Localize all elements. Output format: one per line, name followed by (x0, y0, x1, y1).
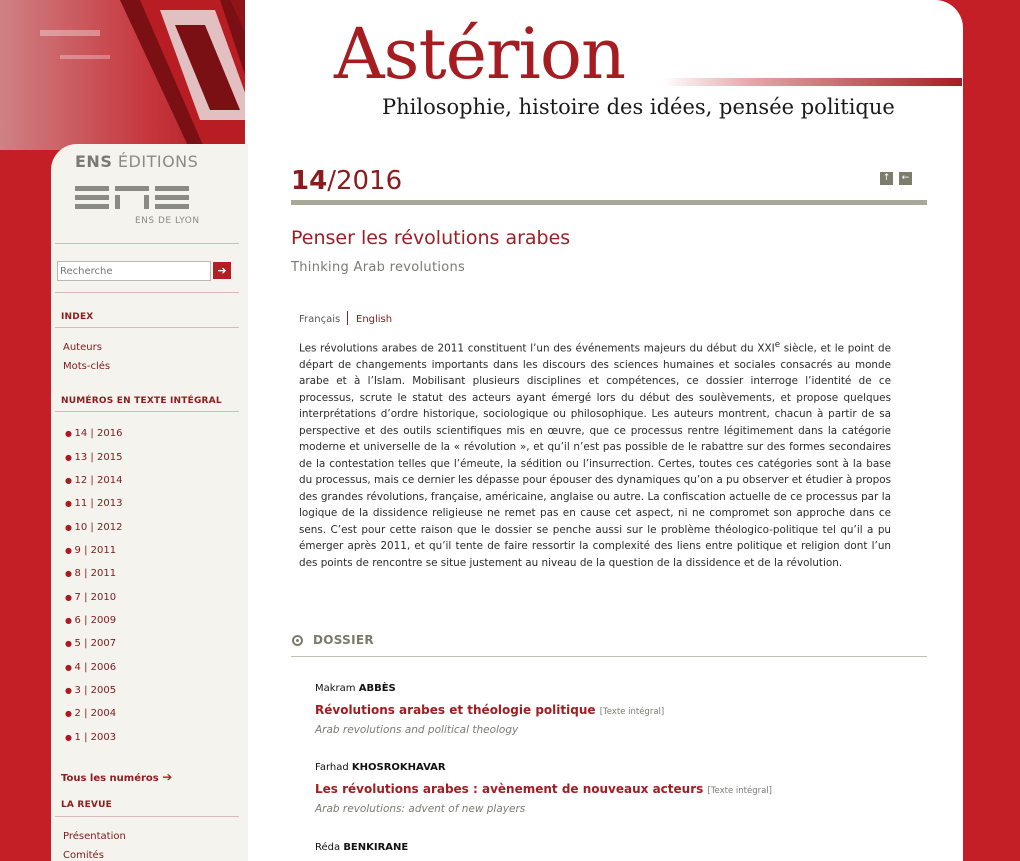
article-author[interactable]: Farhad KHOSROKHAVAR (315, 762, 446, 773)
nav-back-button[interactable] (899, 172, 912, 185)
lang-separator (347, 311, 348, 325)
bullet-icon: ● (65, 453, 75, 462)
issue-link[interactable]: ● 2 | 2004 (65, 708, 117, 719)
issue-title: 14/2016 (291, 166, 403, 196)
full-text-tag[interactable]: [Texte intégral] (707, 786, 772, 796)
sidebar-link-presentation[interactable]: Présentation (63, 831, 126, 842)
arrow-right-icon: ➔ (162, 770, 173, 784)
issue-link[interactable]: ● 8 | 2011 (65, 568, 117, 579)
all-issues-link[interactable]: Tous les numéros ➔ (61, 770, 173, 784)
bullet-icon: ● (65, 569, 75, 578)
article-alt-title: Arab revolutions: advent of new players (315, 803, 526, 815)
section-bullet-icon (292, 635, 303, 646)
arrow-right-icon: ➔ (217, 264, 227, 277)
bullet-icon: ● (65, 429, 75, 438)
issue-link[interactable]: ● 6 | 2009 (65, 615, 117, 626)
issue-link[interactable]: ● 3 | 2005 (65, 685, 117, 696)
full-text-tag[interactable]: [Texte intégral] (599, 707, 665, 717)
article-title[interactable]: Les révolutions arabes : avènement de nouveaux acteurs [Texte intégral] (315, 782, 772, 796)
bullet-icon: ● (65, 709, 75, 718)
title-rule (291, 200, 927, 205)
divider (55, 327, 239, 328)
revue-heading: LA REVUE (61, 800, 112, 810)
bullet-icon: ● (65, 499, 75, 508)
issue-link[interactable]: ● 11 | 2013 (65, 498, 123, 509)
sidebar-link-mots-cles[interactable]: Mots-clés (63, 361, 111, 372)
search-button[interactable] (213, 262, 231, 279)
lang-english[interactable]: English (356, 314, 393, 325)
issue-link[interactable]: ● 10 | 2012 (65, 522, 123, 533)
search-input[interactable] (57, 261, 211, 281)
bullet-icon: ● (65, 639, 75, 648)
arrow-left-icon: ← (901, 173, 910, 183)
section-rule (291, 656, 927, 657)
article-alt-title: Arab revolutions and political theology (315, 724, 519, 736)
bullet-icon: ● (65, 593, 75, 602)
bullet-icon: ● (65, 663, 75, 672)
issue-link[interactable]: ● 14 | 2016 (65, 428, 123, 439)
issue-link[interactable]: ● 1 | 2003 (65, 732, 117, 743)
logo-stripe (662, 78, 962, 86)
arrow-up-icon: ↑ (882, 173, 891, 183)
alt-title: Thinking Arab revolutions (291, 260, 466, 275)
main-content (248, 144, 963, 861)
abstract: Les révolutions arabes de 2011 constituent l’un des événements majeurs du début du XXIe siècle, et le point de départ de changements importants dans les discours des sciences humaines et sociales consacrés au monde arabe et à l’Islam. Mobilisant plusieurs disciplines et compétences, ce dossier interroge l’identité de ce processus, scrute le statut des acteurs ayant émergé lors du début des soulèvements, et propose quelques interprétations d’ordre historique, sociologique ou philosophique. Les auteurs montrent, chacun à partir de sa perspective et des outils scientifiques mis en œuvre, que ce processus rentre légitimement dans la catégorie moderne et universelle de la « révolution », et qu’il n’est pas possible de le rabattre sur des formes secondaires de la contestation telles que l’émeute, la sédition ou l’insurrection. Certes, toutes ces catégories sont à la base du processus, mais ce dernier les dépasse pour épouser des dynamiques qu’on a pu observer et étudier à propos des grandes révolutions, française, américaine, anglaise ou autre. La confiscation actuelle de ce processus par la logique de la dissidence religieuse ne remet pas en cause cet aspect, ni ne compromet son approche dans ce sens. C’est pour cette raison que le dossier se penche aussi sur le problème théologico-politique tel qu’il a pu émerger après 2011, et qu’il tente de faire ressortir la complexité des liens entre politique et religion dont l’un des points de rencontre se situe justement au niveau de la question de la dissidence et de la révolution. (299, 340, 891, 569)
issue-link[interactable]: ● 5 | 2007 (65, 638, 117, 649)
index-heading: INDEX (61, 312, 94, 322)
issue-link[interactable]: ● 13 | 2015 (65, 452, 123, 463)
issue-link[interactable]: ● 9 | 2011 (65, 545, 117, 556)
issue-link[interactable]: ● 7 | 2010 (65, 592, 117, 603)
nav-up-button[interactable] (880, 172, 893, 185)
article-title[interactable]: Révolutions arabes et théologie politique [Texte intégral] (315, 703, 665, 717)
divider (55, 816, 239, 817)
lang-french[interactable]: Français (299, 314, 341, 325)
article-author[interactable]: Réda BENKIRANE (315, 842, 409, 853)
issue-link[interactable]: ● 12 | 2014 (65, 475, 123, 486)
site-logo-title[interactable]: Astérion (334, 13, 626, 95)
ens-logo-icon[interactable] (75, 186, 197, 216)
publisher-subtitle: ENS DE LYON (135, 216, 200, 226)
site-subtitle: Philosophie, histoire des idées, pensée politique (382, 95, 895, 119)
divider (55, 243, 239, 244)
bullet-icon: ● (65, 546, 75, 555)
sidebar (51, 144, 248, 861)
article-author[interactable]: Makram ABBÈS (315, 683, 396, 694)
bullet-icon: ● (65, 476, 75, 485)
bullet-icon: ● (65, 733, 75, 742)
section-heading: DOSSIER (313, 633, 374, 647)
sidebar-link-comites[interactable]: Comités (63, 850, 104, 861)
divider (55, 411, 239, 412)
publisher-logo[interactable]: ENS ÉDITIONS (75, 152, 199, 171)
issues-heading: NUMÉROS EN TEXTE INTÉGRAL (61, 396, 222, 406)
divider (55, 292, 239, 293)
sidebar-link-auteurs[interactable]: Auteurs (63, 342, 102, 353)
page-title: Penser les révolutions arabes (291, 227, 571, 249)
bullet-icon: ● (65, 616, 75, 625)
bullet-icon: ● (65, 686, 75, 695)
issue-link[interactable]: ● 4 | 2006 (65, 662, 117, 673)
bullet-icon: ● (65, 523, 75, 532)
